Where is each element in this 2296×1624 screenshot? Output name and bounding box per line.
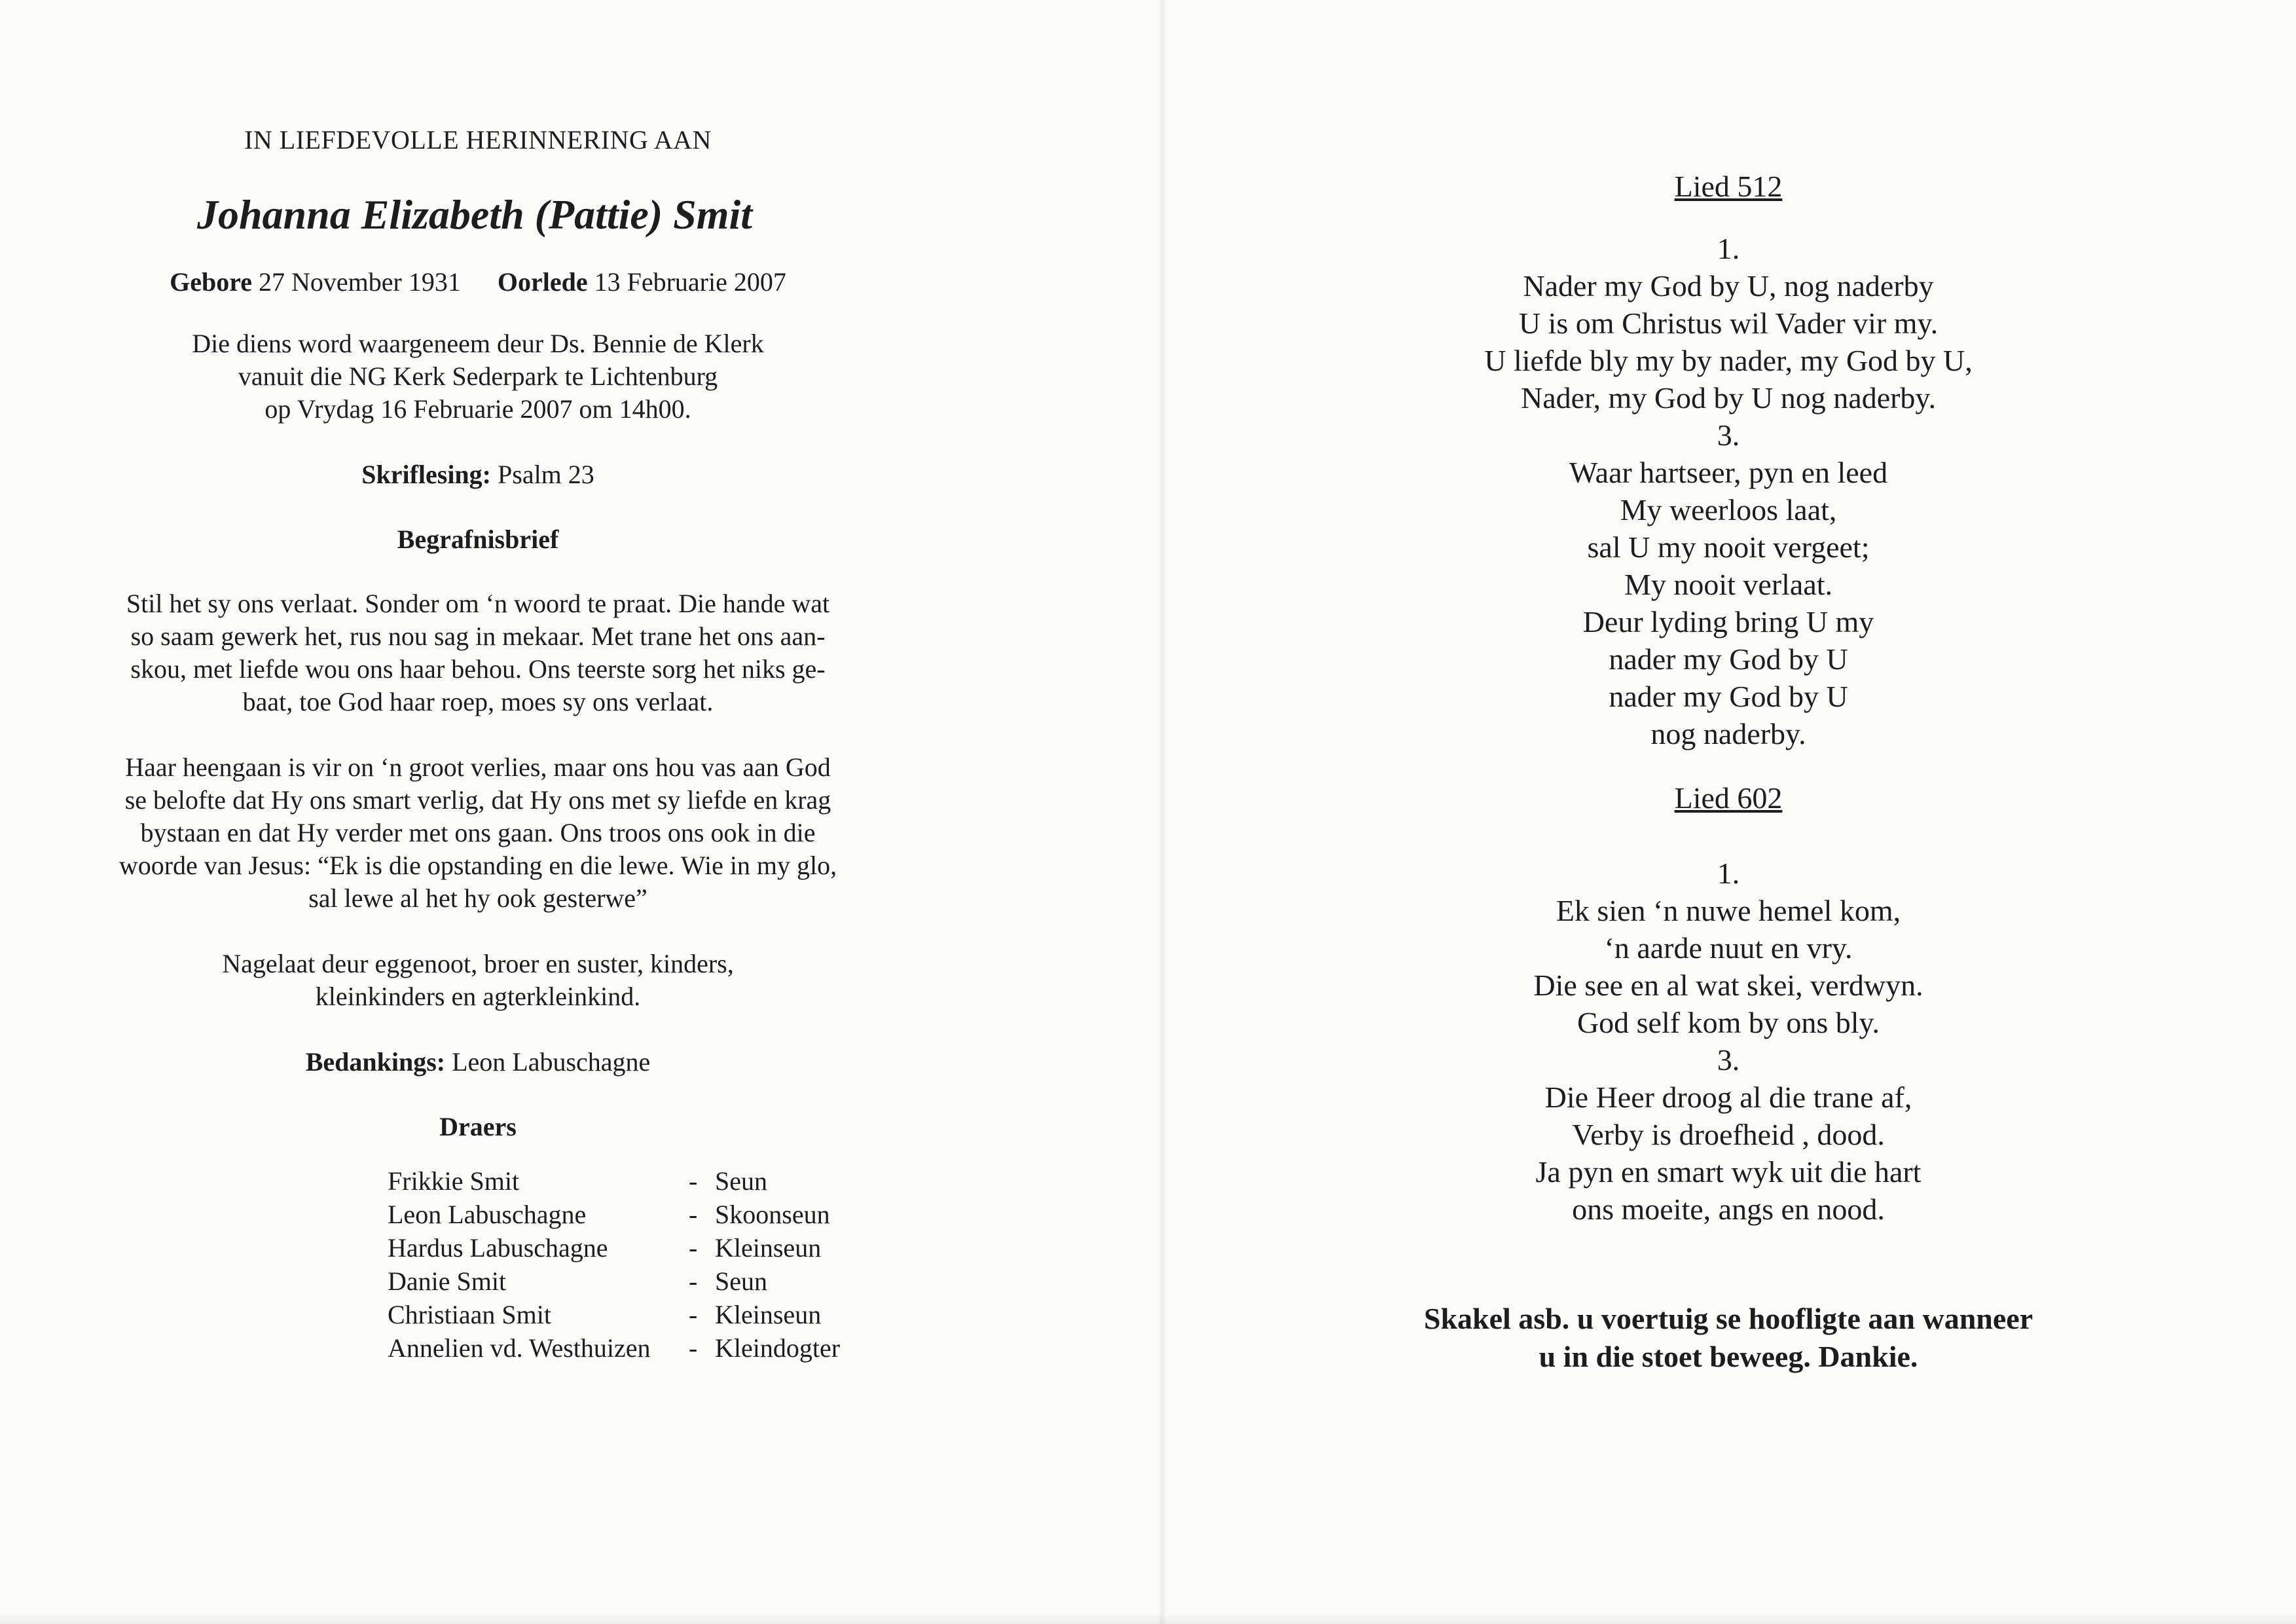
bearer-row xyxy=(388,1231,977,1264)
scripture-reading xyxy=(0,458,1008,491)
letter-line: Haar heengaan is vir on ‘n groot verlies, maar ons hou vas aan God xyxy=(125,752,831,782)
bearer-name: Leon Labuschagne xyxy=(388,1200,587,1229)
bearers-title: Draers xyxy=(439,1112,517,1141)
bearer-row xyxy=(388,1164,977,1198)
deceased-name: Johanna Elizabeth (Pattie) Smit xyxy=(196,191,753,238)
thanks-label: Bedankings: xyxy=(305,1047,446,1077)
letter-line: bystaan en dat Hy verder met ons gaan. Ons troos ons ook in die xyxy=(140,818,816,847)
hymn-line: ‘n aarde nuut en vry. xyxy=(1604,931,1853,965)
hymn-line: U liefde bly my by nader, my God by U, xyxy=(1484,344,1973,377)
memorial-heading: IN LIEFDEVOLLE HERINNERING AAN xyxy=(244,125,712,155)
letter-line: se belofte dat Hy ons smart verlig, dat Hy ons met sy liefde en krag xyxy=(124,785,831,815)
left-panel xyxy=(118,124,1008,1365)
reading-label: Skriflesing: xyxy=(361,460,491,489)
hymn-line: Deur lyding bring U my xyxy=(1582,605,1874,638)
hymn-line: My weerloos laat, xyxy=(1620,493,1837,526)
bearer-role: Seun xyxy=(715,1266,767,1296)
letter-line: baat, toe God haar roep, moes sy ons verlaat. xyxy=(242,687,714,716)
survived-line: Nagelaat deur eggenoot, broer en suster, kinders, xyxy=(222,949,734,978)
hymn-line: Ek sien ‘n nuwe hemel kom, xyxy=(1556,894,1901,927)
life-dates xyxy=(0,267,1008,297)
hymn-line: 3. xyxy=(1717,1043,1740,1077)
hymn-line: My nooit verlaat. xyxy=(1624,568,1833,601)
reading-value: Psalm 23 xyxy=(498,460,594,489)
service-line: vanuit die NG Kerk Sederpark te Lichtenburg xyxy=(238,361,718,391)
bearer-dash: - xyxy=(689,1166,698,1196)
letter-paragraph-1 xyxy=(0,587,1008,718)
thanks-value: Leon Labuschagne xyxy=(452,1047,651,1077)
died-label: Oorlede xyxy=(497,267,588,297)
hymn-line: nader my God by U xyxy=(1609,642,1848,676)
letter-title: Begrafnisbrief xyxy=(397,525,559,554)
bearer-role: Kleindogter xyxy=(715,1333,841,1363)
survived-by xyxy=(0,948,1008,1013)
died-date: 13 Februarie 2007 xyxy=(594,267,786,297)
hymn-512-verses xyxy=(1316,230,2141,752)
bearer-dash: - xyxy=(689,1300,698,1329)
hymn-line: nog naderby. xyxy=(1650,717,1806,750)
hymn-line: Nader, my God by U nog naderby. xyxy=(1521,381,1936,415)
bearer-row xyxy=(388,1264,977,1298)
bottom-edge-shadow xyxy=(0,1614,2296,1624)
hymn-line: 1. xyxy=(1717,232,1740,265)
letter-line: Stil het sy ons verlaat. Sonder om ‘n woord te praat. Die hande wat xyxy=(126,589,830,618)
hymn-line: Nader my God by U, nog naderby xyxy=(1523,269,1934,303)
bearer-role: Skoonseun xyxy=(715,1200,830,1229)
service-line: op Vrydag 16 Februarie 2007 om 14h00. xyxy=(264,394,691,424)
hymn-602-verses xyxy=(1316,855,2141,1228)
letter-line: so saam gewerk het, rus nou sag in mekaar. Met trane het ons aan- xyxy=(130,621,826,651)
letter-line: sal lewe al het hy ook gesterwe” xyxy=(308,883,647,913)
hymn-602-title: Lied 602 xyxy=(1674,781,1783,815)
hymn-line: God self kom by ons bly. xyxy=(1576,1006,1880,1039)
bearer-name: Christiaan Smit xyxy=(388,1300,551,1329)
letter-line: skou, met liefde wou ons haar behou. Ons teerste sorg het niks ge- xyxy=(130,654,826,684)
hymn-line: Die Heer droog al die trane af, xyxy=(1544,1080,1912,1114)
bearer-name: Hardus Labuschagne xyxy=(388,1233,608,1263)
letter-line: woorde van Jesus: “Ek is die opstanding en die lewe. Wie in my glo, xyxy=(118,851,837,880)
bearer-row xyxy=(388,1198,977,1231)
bearer-role: Kleinseun xyxy=(715,1300,822,1329)
notice-line: Skakel asb. u voertuig se hoofligte aan wanneer xyxy=(1423,1302,2033,1335)
bearer-name: Annelien vd. Westhuizen xyxy=(388,1333,651,1363)
bearers-list xyxy=(388,1164,977,1365)
hymn-line: Ja pyn en smart wyk uit die hart xyxy=(1535,1155,1922,1189)
hymn-line: nader my God by U xyxy=(1609,680,1848,713)
hymn-line: 3. xyxy=(1717,418,1740,452)
bearer-dash: - xyxy=(689,1200,698,1229)
hymn-line: 1. xyxy=(1717,857,1740,890)
hymn-line: U is om Christus wil Vader vir my. xyxy=(1518,306,1939,340)
right-panel xyxy=(1316,167,2141,1376)
service-details xyxy=(0,327,1008,426)
thanks xyxy=(0,1046,1008,1079)
bearer-row xyxy=(388,1331,977,1365)
notice-line: u in die stoet beweeg. Dankie. xyxy=(1539,1340,1918,1373)
bearer-dash: - xyxy=(689,1266,698,1296)
bearer-role: Seun xyxy=(715,1166,767,1196)
bearer-name: Frikkie Smit xyxy=(388,1166,520,1196)
bearer-row xyxy=(388,1298,977,1331)
hymn-line: sal U my nooit vergeet; xyxy=(1587,530,1870,564)
hymn-line: Die see en al wat skei, verdwyn. xyxy=(1533,969,1923,1002)
bearer-role: Kleinseun xyxy=(715,1233,822,1263)
service-line: Die diens word waargeneem deur Ds. Bennie de Klerk xyxy=(192,329,764,358)
letter-paragraph-2 xyxy=(0,751,1008,915)
hymn-line: Verby is droefheid , dood. xyxy=(1572,1118,1885,1151)
born-label: Gebore xyxy=(170,267,253,297)
headlights-notice xyxy=(1316,1300,2141,1376)
bearer-dash: - xyxy=(689,1233,698,1263)
bearer-dash: - xyxy=(689,1333,698,1363)
hymn-line: ons moeite, angs en nood. xyxy=(1572,1192,1885,1226)
born-date: 27 November 1931 xyxy=(259,267,461,297)
center-fold xyxy=(1157,0,1167,1624)
hymn-512-title: Lied 512 xyxy=(1674,170,1783,203)
survived-line: kleinkinders en agterkleinkind. xyxy=(315,982,641,1011)
bearer-name: Danie Smit xyxy=(388,1266,507,1296)
hymn-line: Waar hartseer, pyn en leed xyxy=(1569,456,1888,489)
